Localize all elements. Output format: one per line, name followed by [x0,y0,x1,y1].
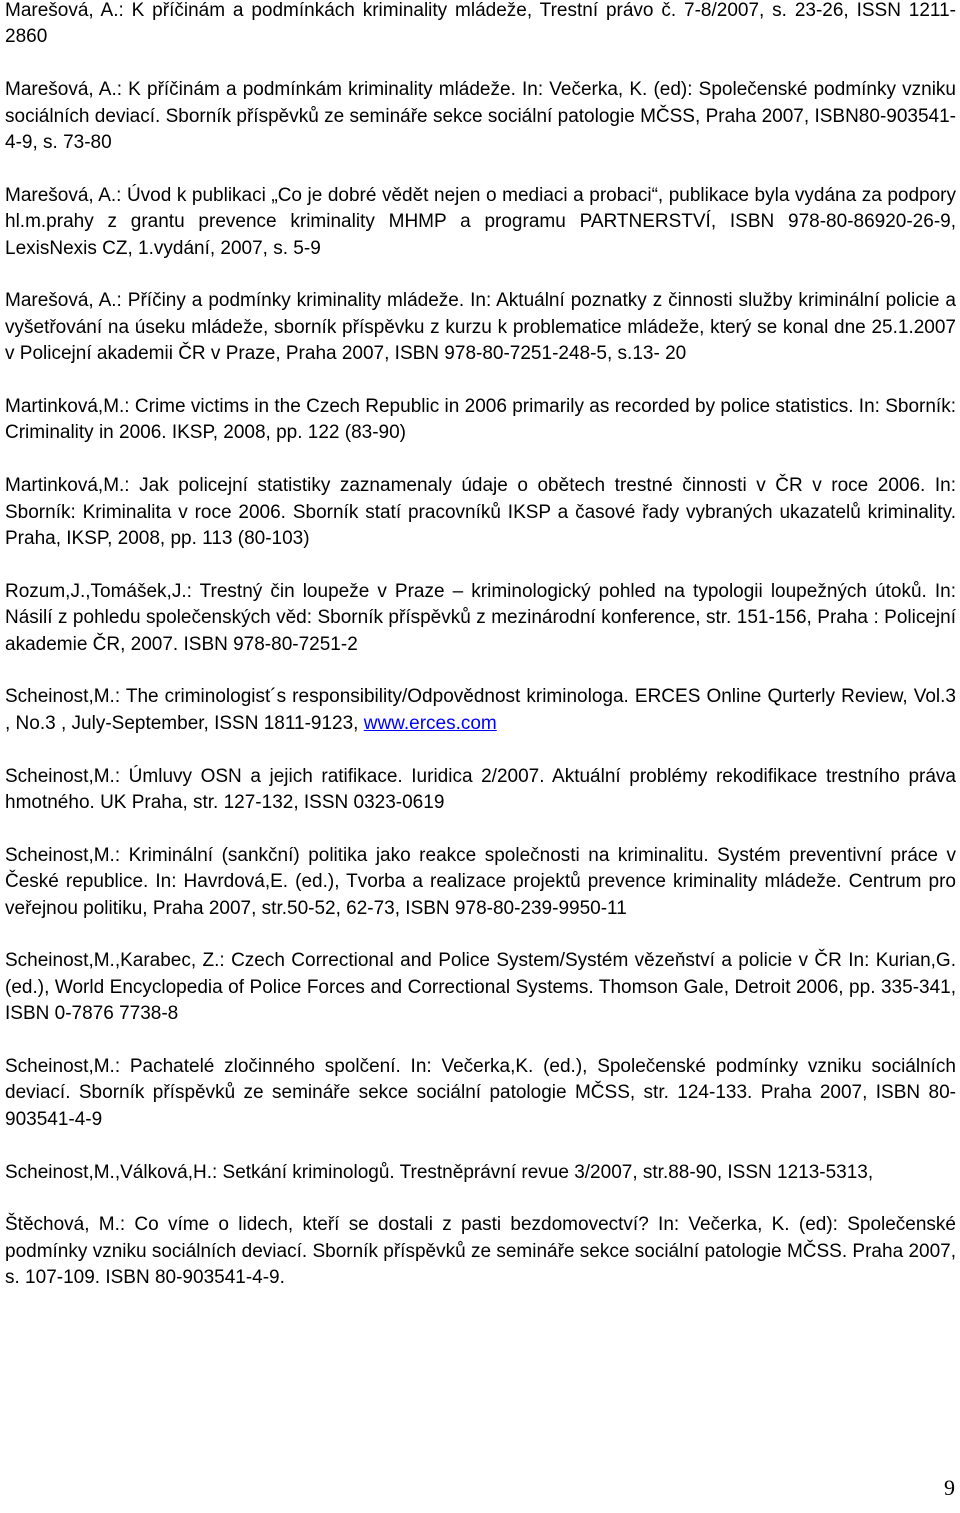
reference-item [5,77,956,156]
reference-item [5,288,956,367]
reference-item [5,1054,956,1133]
reference-text: Scheinost,M.,Válková,H.: Setkání kriminologů. Trestněprávní revue 3/2007, str.88-90, ISSN 1213-5313, [5,1161,874,1183]
reference-text: Scheinost,M.: Kriminální (sankční) politika jako reakce společnosti na kriminalitu. Systém preventivní práce v České republice. In: Havrdová,E. (ed.), Tvorba a realizace projektů prevence kriminality mládeže. Centrum pro veřejnou politiku, Praha 2007, str.50-52, 62-73, ISBN 978-80-239-9950-11 [5,844,956,919]
reference-text: Marešová, A.: K příčinám a podmínkách kriminality mládeže, Trestní právo č. 7-8/2007, s. 23-26, ISSN 1211-2860 [5,0,956,48]
reference-text: Scheinost,M.: Pachatelé zločinného spolčení. In: Večerka,K. (ed.), Společenské podmínky vzniku sociálních deviací. Sborník příspěvků ze semináře sekce sociální patologie MČSS, str. 124-133. Praha 2007, ISBN 80-903541-4-9 [5,1056,956,1130]
reference-item [5,0,956,51]
reference-item [5,183,956,262]
reference-text: Martinková,M.: Jak policejní statistiky zaznamenaly údaje o obětech trestné činnosti v ČR v roce 2006. In: Sborník: Kriminalita v roce 2006. Sborník statí pracovníků IKSP a časové řady vybraných ukazatelů kriminality. Praha, IKSP, 2008, pp. 113 (80-103) [5,475,956,550]
reference-item [5,1160,956,1186]
erces-link[interactable]: www.erces.com [363,712,497,734]
reference-item [5,1212,956,1291]
reference-text: Scheinost,M.: The criminologist´s responsibility/Odpovědnost kriminologa. ERCES Online Qurterly Review, Vol.3 , No.3 , July-September, ISSN 1811-9123, [5,686,956,734]
reference-text: Scheinost,M.: Úmluvy OSN a jejich ratifikace. Iuridica 2/2007. Aktuální problémy rekodifikace trestního práva hmotného. UK Praha, str. 127-132, ISSN 0323-0619 [5,765,956,814]
reference-text: Scheinost,M.,Karabec, Z.: Czech Correctional and Police System/Systém vězeňství a policie v ČR In: Kurian,G.(ed.), World Encyclopedia of Police Forces and Correctional Systems. Thomson Gale, Detroit 2006, pp. 335-341, ISBN 0-7876 7738-8 [5,950,956,1025]
reference-text: Rozum,J.,Tomášek,J.: Trestný čin loupeže v Praze – kriminologický pohled na typologii loupežných útoků. In: Násilí z pohledu společenských věd: Sborník příspěvků z mezinárodní konference, str. 151-156, Praha : Policejní akademie ČR, 2007. ISBN 978-80-7251-2 [5,580,956,655]
reference-item [5,579,956,658]
reference-item [5,473,956,552]
reference-text: Martinková,M.: Crime victims in the Czech Republic in 2006 primarily as recorded by police statistics. In: Sborník: Criminality in 2006. IKSP, 2008, pp. 122 (83-90) [5,396,956,444]
reference-list [5,0,956,1292]
reference-item [5,764,956,817]
reference-text: Marešová, A.: Úvod k publikaci „Co je dobré vědět nejen o mediaci a probaci“, publikace byla vydána za podpory hl.m.prahy z grantu prevence kriminality MHMP a programu PARTNERSTVÍ, ISBN 978-80-86920-26-9, LexisNexis CZ, 1.vydání, 2007, s. 5-9 [5,184,956,259]
reference-item [5,684,956,737]
reference-item [5,843,956,922]
reference-item [5,394,956,447]
reference-text: Marešová, A.: Příčiny a podmínky kriminality mládeže. In: Aktuální poznatky z činnosti služby kriminální policie a vyšetřování na úseku mládeže, sborník příspěvku z kurzu k problematice mládeže, který se konal dne 25.1.2007 v Policejní akademii ČR v Praze, Praha 2007, ISBN 978-80-7251-248-5, s.13- 20 [5,290,956,365]
reference-item [5,948,956,1027]
page-number: 9 [944,1475,955,1500]
reference-text: Štěchová, M.: Co víme o lidech, kteří se dostali z pasti bezdomovectví? In: Večerka, K. (ed): Společenské podmínky vzniku sociálních deviací. Sborník příspěvků ze semináře sekce sociální patologie MČSS. Praha 2007, s. 107-109. ISBN 80-903541-4-9. [5,1214,956,1289]
reference-text: Marešová, A.: K příčinám a podmínkám kriminality mládeže. In: Večerka, K. (ed): Společenské podmínky vzniku sociálních deviací. Sborník příspěvků ze semináře sekce sociální patologie MČSS, Praha 2007, ISBN80-903541-4-9, s. 73-80 [5,79,956,154]
